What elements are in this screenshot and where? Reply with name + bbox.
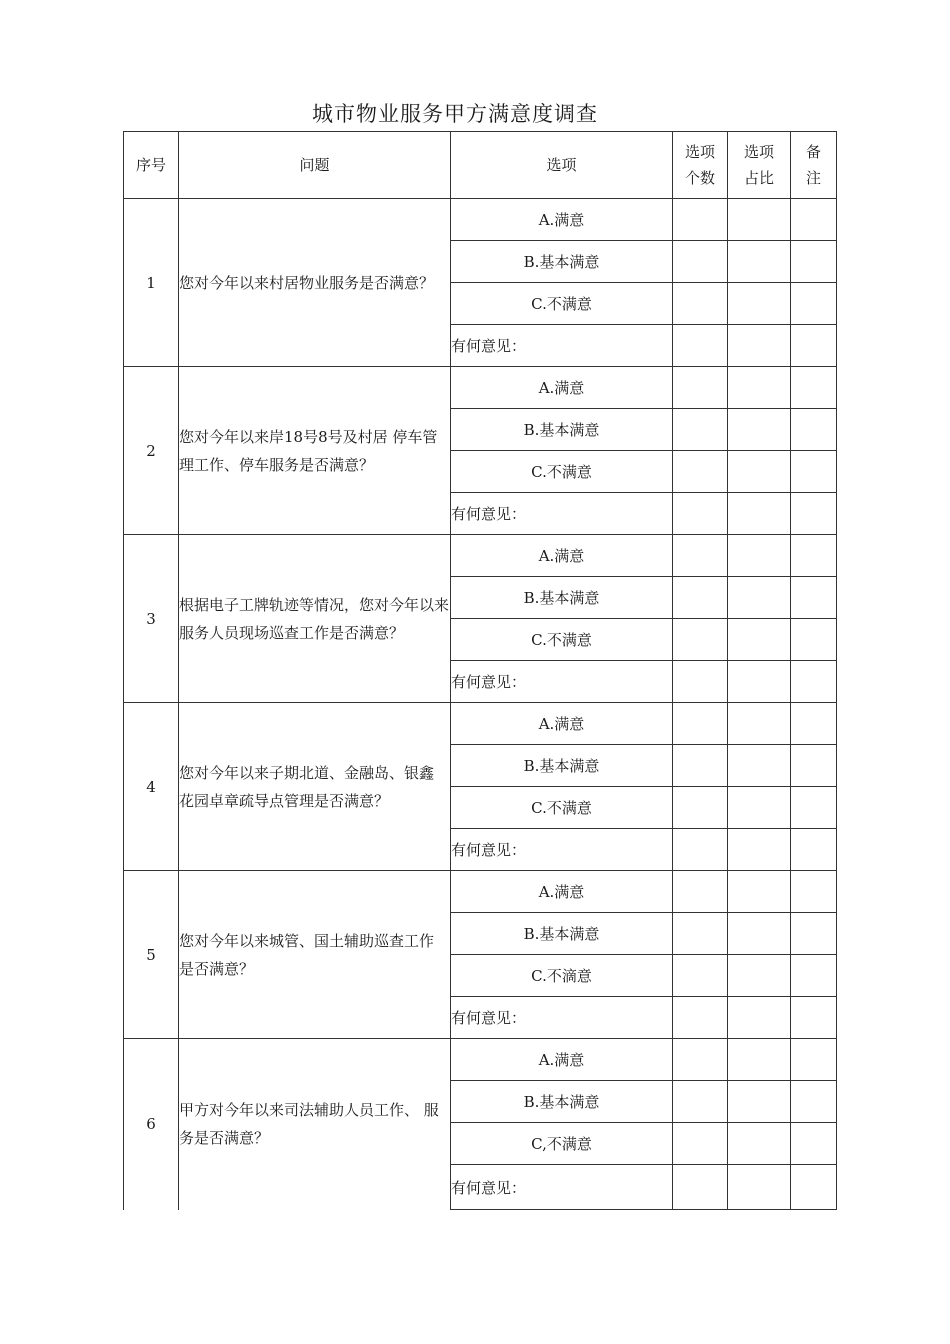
page-title: 城市物业服务甲方满意度调查 bbox=[312, 102, 598, 126]
opinion-field[interactable]: 有何意见： bbox=[451, 997, 673, 1039]
remark-cell[interactable] bbox=[791, 1081, 837, 1123]
count-cell[interactable] bbox=[673, 1165, 728, 1210]
opinion-field[interactable]: 有何意见： bbox=[451, 661, 673, 703]
table-row bbox=[124, 199, 837, 241]
ratio-cell[interactable] bbox=[728, 955, 791, 997]
ratio-cell[interactable] bbox=[728, 409, 791, 451]
ratio-cell[interactable] bbox=[728, 241, 791, 283]
option-b: B.基本满意 bbox=[451, 409, 673, 451]
option-a: A.满意 bbox=[451, 703, 673, 745]
ratio-cell[interactable] bbox=[728, 871, 791, 913]
question-number: 3 bbox=[124, 535, 179, 703]
count-cell[interactable] bbox=[673, 367, 728, 409]
count-cell[interactable] bbox=[673, 829, 728, 871]
opinion-field[interactable]: 有何意见： bbox=[451, 493, 673, 535]
remark-cell[interactable] bbox=[791, 703, 837, 745]
question-number: 2 bbox=[124, 367, 179, 535]
remark-cell[interactable] bbox=[791, 241, 837, 283]
count-cell[interactable] bbox=[673, 787, 728, 829]
count-cell[interactable] bbox=[673, 493, 728, 535]
question-number: 5 bbox=[124, 871, 179, 1039]
count-cell[interactable] bbox=[673, 913, 728, 955]
header-options: 选项 bbox=[451, 132, 673, 199]
header-remark: 备注 bbox=[791, 132, 837, 199]
option-c: C.不满意 bbox=[451, 283, 673, 325]
ratio-cell[interactable] bbox=[728, 535, 791, 577]
remark-cell[interactable] bbox=[791, 871, 837, 913]
ratio-cell[interactable] bbox=[728, 1165, 791, 1210]
option-a: A.满意 bbox=[451, 871, 673, 913]
option-b: B.基本满意 bbox=[451, 241, 673, 283]
remark-cell[interactable] bbox=[791, 577, 837, 619]
table-row bbox=[124, 703, 837, 745]
remark-cell[interactable] bbox=[791, 409, 837, 451]
option-b: B.基本满意 bbox=[451, 1081, 673, 1123]
option-b: B.基本满意 bbox=[451, 577, 673, 619]
question-text: 根据电子工牌轨迹等情况，您对今年以来服务人员现场巡查工作是否满意？ bbox=[179, 535, 451, 703]
ratio-cell[interactable] bbox=[728, 1039, 791, 1081]
count-cell[interactable] bbox=[673, 1039, 728, 1081]
remark-cell[interactable] bbox=[791, 1123, 837, 1165]
option-a: A.满意 bbox=[451, 535, 673, 577]
count-cell[interactable] bbox=[673, 661, 728, 703]
count-cell[interactable] bbox=[673, 703, 728, 745]
question-text: 您对今年以来村居物业服务是否满意？ bbox=[179, 199, 451, 367]
count-cell[interactable] bbox=[673, 1123, 728, 1165]
count-cell[interactable] bbox=[673, 745, 728, 787]
ratio-cell[interactable] bbox=[728, 199, 791, 241]
survey-table bbox=[123, 131, 837, 1210]
ratio-cell[interactable] bbox=[728, 367, 791, 409]
count-cell[interactable] bbox=[673, 955, 728, 997]
ratio-cell[interactable] bbox=[728, 325, 791, 367]
count-cell[interactable] bbox=[673, 409, 728, 451]
option-c: C.不满意 bbox=[451, 787, 673, 829]
count-cell[interactable] bbox=[673, 997, 728, 1039]
count-cell[interactable] bbox=[673, 535, 728, 577]
option-c: C,不满意 bbox=[451, 1123, 673, 1165]
ratio-cell[interactable] bbox=[728, 493, 791, 535]
option-b: B.基本满意 bbox=[451, 913, 673, 955]
remark-cell[interactable] bbox=[791, 1039, 837, 1081]
count-cell[interactable] bbox=[673, 1081, 728, 1123]
remark-cell[interactable] bbox=[791, 535, 837, 577]
count-cell[interactable] bbox=[673, 199, 728, 241]
option-c: C.不滴意 bbox=[451, 955, 673, 997]
question-number: 6 bbox=[124, 1039, 179, 1210]
ratio-cell[interactable] bbox=[728, 577, 791, 619]
question-number: 1 bbox=[124, 199, 179, 367]
option-a: A.满意 bbox=[451, 199, 673, 241]
count-cell[interactable] bbox=[673, 577, 728, 619]
question-text: 您对今年以来子期北道、金融岛、银鑫 花园卓章疏导点管理是否满意？ bbox=[179, 703, 451, 871]
header-question: 问题 bbox=[179, 132, 451, 199]
opinion-field[interactable]: 有何意见： bbox=[451, 1165, 673, 1210]
remark-cell[interactable] bbox=[791, 1165, 837, 1210]
option-a: A.满意 bbox=[451, 1039, 673, 1081]
option-c: C.不满意 bbox=[451, 619, 673, 661]
remark-cell[interactable] bbox=[791, 787, 837, 829]
ratio-cell[interactable] bbox=[728, 997, 791, 1039]
remark-cell[interactable] bbox=[791, 997, 837, 1039]
remark-cell[interactable] bbox=[791, 367, 837, 409]
ratio-cell[interactable] bbox=[728, 283, 791, 325]
remark-cell[interactable] bbox=[791, 913, 837, 955]
remark-cell[interactable] bbox=[791, 199, 837, 241]
ratio-cell[interactable] bbox=[728, 829, 791, 871]
ratio-cell[interactable] bbox=[728, 661, 791, 703]
ratio-cell[interactable] bbox=[728, 1081, 791, 1123]
question-text: 甲方对今年以来司法辅助人员工作、 服务是否满意？ bbox=[179, 1039, 451, 1210]
remark-cell[interactable] bbox=[791, 325, 837, 367]
ratio-cell[interactable] bbox=[728, 703, 791, 745]
remark-cell[interactable] bbox=[791, 451, 837, 493]
option-b: B.基本满意 bbox=[451, 745, 673, 787]
header-num: 序号 bbox=[124, 132, 179, 199]
ratio-cell[interactable] bbox=[728, 1123, 791, 1165]
count-cell[interactable] bbox=[673, 283, 728, 325]
opinion-field[interactable]: 有何意见： bbox=[451, 829, 673, 871]
header-count: 选项个数 bbox=[673, 132, 728, 199]
count-cell[interactable] bbox=[673, 241, 728, 283]
remark-cell[interactable] bbox=[791, 661, 837, 703]
table-header-row bbox=[124, 132, 837, 199]
opinion-field[interactable]: 有何意见： bbox=[451, 325, 673, 367]
ratio-cell[interactable] bbox=[728, 913, 791, 955]
remark-cell[interactable] bbox=[791, 493, 837, 535]
question-number: 4 bbox=[124, 703, 179, 871]
remark-cell[interactable] bbox=[791, 283, 837, 325]
table-row bbox=[124, 871, 837, 913]
remark-cell[interactable] bbox=[791, 829, 837, 871]
remark-cell[interactable] bbox=[791, 619, 837, 661]
table-row bbox=[124, 535, 837, 577]
remark-cell[interactable] bbox=[791, 745, 837, 787]
remark-cell[interactable] bbox=[791, 955, 837, 997]
count-cell[interactable] bbox=[673, 619, 728, 661]
count-cell[interactable] bbox=[673, 871, 728, 913]
option-c: C.不满意 bbox=[451, 451, 673, 493]
question-text: 您对今年以来岸18号8号及村居 停车管理工作、停车服务是否满意？ bbox=[179, 367, 451, 535]
ratio-cell[interactable] bbox=[728, 619, 791, 661]
question-text: 您对今年以来城管、国土辅助巡查工作 是否满意？ bbox=[179, 871, 451, 1039]
count-cell[interactable] bbox=[673, 325, 728, 367]
option-a: A.满意 bbox=[451, 367, 673, 409]
ratio-cell[interactable] bbox=[728, 451, 791, 493]
header-ratio: 选项占比 bbox=[728, 132, 791, 199]
count-cell[interactable] bbox=[673, 451, 728, 493]
ratio-cell[interactable] bbox=[728, 787, 791, 829]
table-row bbox=[124, 367, 837, 409]
ratio-cell[interactable] bbox=[728, 745, 791, 787]
table-row bbox=[124, 1039, 837, 1081]
